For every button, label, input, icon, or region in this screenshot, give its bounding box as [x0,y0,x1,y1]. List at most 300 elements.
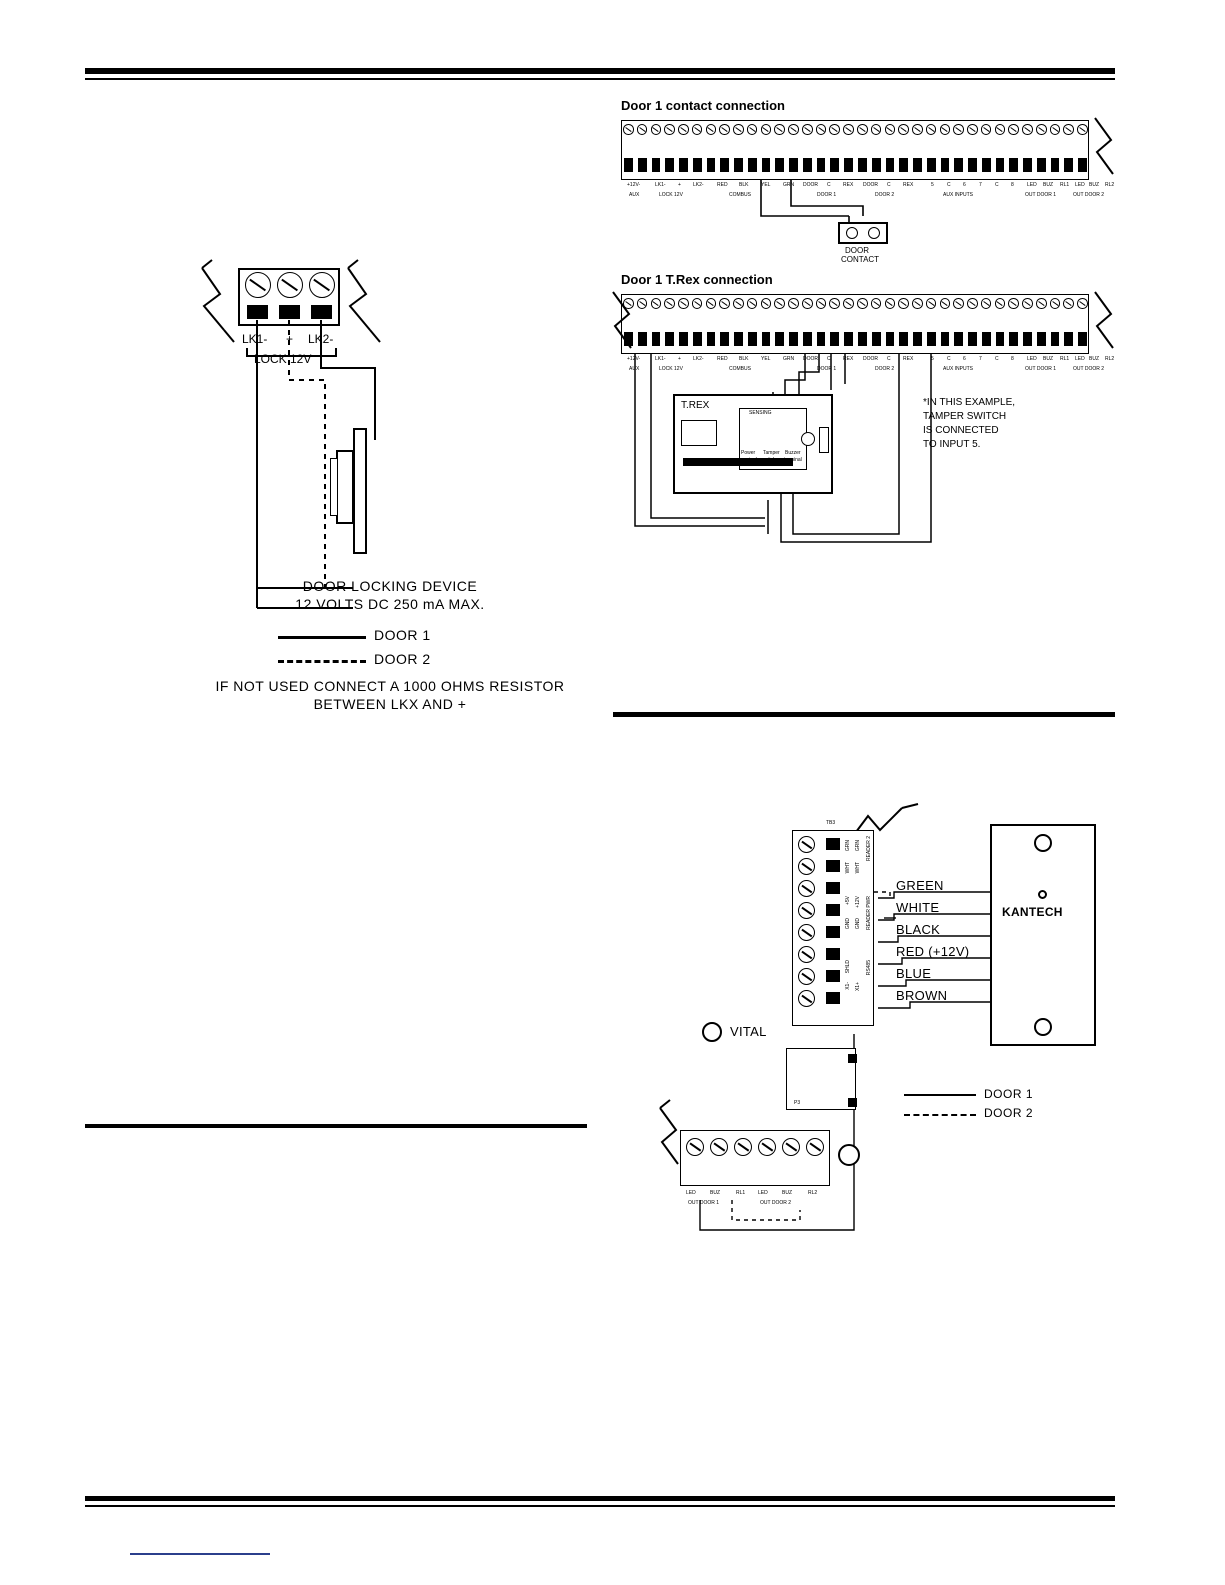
terminal-screw [747,124,758,135]
out-label-rl2: RL2 [808,1190,818,1196]
terminal-screw [637,124,648,135]
reader-col-label-shld: SHLD [845,960,851,974]
terminal-pad [1051,158,1060,172]
terminal-pad [652,332,661,346]
terminal-pad [899,332,908,346]
trex-device-name: T.REX [681,400,710,411]
contact-label-rex-b: REX [903,182,914,188]
terminal-pad [707,332,716,346]
terminal-screw [843,298,854,309]
reader-col-label-readerpwr: READER PWR [866,896,872,930]
contact-label-outdoor2: OUT DOOR 2 [1073,192,1105,198]
p3-pin-bottom [848,1098,857,1107]
terminal-pad [886,332,895,346]
reader-col-label-reader2: READER 2 [866,836,872,862]
door1-trex-connection-diagram [613,272,1115,572]
terminal-pad [941,158,950,172]
terminal-screw [857,124,868,135]
lock-label-plus: + [286,332,294,346]
contact-label-lk1: LK1- [655,182,666,188]
trex-terminal-power: Power [741,450,756,456]
reader-pad-6 [826,948,840,960]
trex-label-buz1: BUZ [1043,356,1053,362]
reader-legend-label-door2: DOOR 2 [984,1106,1034,1120]
terminal-pad [1064,158,1073,172]
terminal-screw [623,124,634,135]
terminal-pad [982,158,991,172]
terminal-pad [913,332,922,346]
trex-label-aux: AUX [629,366,640,372]
terminal-screw [1063,298,1074,309]
trex-label-rex-b: REX [903,356,914,362]
footer-rule-thick [85,1496,1115,1501]
out-screw-led2 [758,1138,776,1156]
p3-label: P3 [794,1100,801,1106]
trex-label-rex-a: REX [843,356,854,362]
terminal-pad [762,332,771,346]
terminal-screw [651,298,662,309]
vital-icon [702,1022,722,1042]
footer-link-underline [130,1553,270,1555]
terminal-pad [1037,332,1046,346]
contact-label-inc2: C [995,182,999,188]
contact-label-grn: GRN [783,182,795,188]
terminal-screw [995,298,1006,309]
reader-col-label-12v: +12V [855,896,861,908]
reader-pad-2 [826,860,840,872]
terminal-pad [679,158,688,172]
terminal-pad [886,158,895,172]
terminal-screw [857,298,868,309]
terminal-screw [940,124,951,135]
trex-board-strip [683,458,793,466]
trex-label-12v: +12V- [627,356,641,362]
reader-screw-4 [798,902,815,919]
reader-pad-1 [826,838,840,850]
terminal-screw [1022,124,1033,135]
door-contact-screw-1 [846,227,858,239]
trex-label-auxinputs: AUX INPUTS [943,366,974,372]
terminal-pad [1023,158,1032,172]
terminal-screw [843,124,854,135]
terminal-screw [816,298,827,309]
reader-col-label-5v: +5V [845,896,851,906]
terminal-screw [829,298,840,309]
terminal-pad [803,158,812,172]
terminal-pad [858,332,867,346]
terminal-screw [1022,298,1033,309]
terminal-screw [995,124,1006,135]
lock-footnote-line1: IF NOT USED CONNECT A 1000 OHMS RESISTOR [215,678,565,694]
out-screw-led1 [686,1138,704,1156]
trex-sensing-label: SENSING [749,410,772,416]
contact-label-buz1: BUZ [1043,182,1053,188]
terminal-screw [719,124,730,135]
trex-label-door1-grp: DOOR 1 [817,366,837,372]
reader-connection-diagram [640,800,1110,1260]
terminal-pad [734,332,743,346]
terminal-screw [747,298,758,309]
trex-device-cover [681,420,717,446]
reader-screw-8 [798,990,815,1007]
contact-label-aux: AUX [629,192,640,198]
terminal-screw [967,124,978,135]
legend-line-door1 [278,636,366,639]
terminal-pad [1064,332,1073,346]
reader-screw-1 [798,836,815,853]
reader-pad-4 [826,904,840,916]
terminal-pad [996,158,1005,172]
terminal-screw [898,298,909,309]
wire-label-blue: BLUE [896,966,932,981]
lock-group-label: LOCK 12V [254,352,312,366]
trex-label-lk1: LK1- [655,356,666,362]
contact-label-c-b: C [887,182,891,188]
out-label-led2: LED [758,1190,768,1196]
contact-label-door-b: DOOR [863,182,878,188]
terminal-pad [1078,158,1087,172]
contact-label-door2-grp: DOOR 2 [875,192,895,198]
wire-label-red: RED (+12V) [896,944,970,959]
terminal-screw [926,124,937,135]
contact-label-yel: YEL [761,182,771,188]
terminal-pad [707,158,716,172]
trex-label-in8: 8 [1011,356,1014,362]
trex-label-c-b: C [887,356,891,362]
contact-label-led1: LED [1027,182,1037,188]
contact-label-combus: COMBUS [729,192,751,198]
legend-label-door2: DOOR 2 [374,651,431,667]
terminal-screw [953,124,964,135]
terminal-pad [872,158,881,172]
terminal-pad [1009,158,1018,172]
reader-screw-6 [798,946,815,963]
wire-label-white: WHITE [896,900,940,915]
reader-screw-5 [798,924,815,941]
out-label-led1: LED [686,1190,696,1196]
lock-caption-line1: DOOR LOCKING DEVICE [302,578,478,594]
terminal-screw [788,124,799,135]
p3-pin-top [848,1054,857,1063]
terminal-screw [664,298,675,309]
legend-line-door2 [278,660,366,663]
terminal-screw [802,124,813,135]
terminal-screw [981,124,992,135]
reader-col-label-gnd2: GND [855,918,861,930]
contact-label-in7: 7 [979,182,982,188]
trex-note-line3: IS CONNECTED [923,425,999,436]
contact-label-buz2: BUZ [1089,182,1099,188]
terminal-screw [912,298,923,309]
terminal-screw [912,124,923,135]
terminal-screw [637,298,648,309]
contact-label-auxinputs: AUX INPUTS [943,192,974,198]
terminal-pad [1023,332,1032,346]
reader-pad-8 [826,992,840,1004]
terminal-pad [775,332,784,346]
terminal-pad [789,332,798,346]
terminal-screw [678,124,689,135]
trex-label-in5: 5 [931,356,934,362]
reader-col-label-x1plus: X1+ [855,982,861,992]
contact-label-lock12v: LOCK 12V [659,192,683,198]
trex-label-rl1: RL1 [1060,356,1070,362]
footer-rule-thin [85,1505,1115,1507]
terminal-screw [1036,298,1047,309]
trex-pot-icon [801,432,815,446]
terminal-pad [638,332,647,346]
terminal-screw [706,124,717,135]
trex-label-led2: LED [1075,356,1085,362]
trex-label-blk: BLK [739,356,749,362]
reader-tb3-label: TB3 [826,820,836,826]
terminal-pad [1051,332,1060,346]
terminal-screw [1036,124,1047,135]
terminal-pad [638,158,647,172]
reader-module [990,824,1096,1046]
trex-label-inc2: C [995,356,999,362]
terminal-screw [692,298,703,309]
reader-col-label-grn2: GRN [845,840,851,852]
out-screw-rl2 [806,1138,824,1156]
wire-label-green: GREEN [896,878,944,893]
terminal-screw [733,298,744,309]
terminal-pad [624,332,633,346]
trex-label-outdoor2: OUT DOOR 2 [1073,366,1105,372]
terminal-pad [1078,332,1087,346]
reader-col-label-gnd1: GND [845,918,851,930]
terminal-pad [1037,158,1046,172]
terminal-screw [733,124,744,135]
contact-label-rl1: RL1 [1060,182,1070,188]
lock-device-plate [330,458,338,516]
lock-footnote-line2: BETWEEN LKX AND + [313,696,467,712]
reader-legend-label-door1: DOOR 1 [984,1087,1034,1101]
contact-label-inc1: C [947,182,951,188]
terminal-pad [748,332,757,346]
section-divider-right [613,712,1115,717]
terminal-screw [871,298,882,309]
terminal-screw [871,124,882,135]
contact-label-led2: LED [1075,182,1085,188]
trex-label-plus: + [678,356,681,362]
trex-dip-switch [819,427,829,453]
terminal-pad [624,158,633,172]
terminal-screw [1077,124,1088,135]
reader-screw-7 [798,968,815,985]
terminal-pad [844,332,853,346]
section-divider-left [85,1124,587,1128]
reader-col-label-rs485: RS485 [866,960,872,976]
contact-label-in5: 5 [931,182,934,188]
reader-pad-5 [826,926,840,938]
terminal-pad [844,158,853,172]
terminal-pad [720,332,729,346]
terminal-pad [693,332,702,346]
trex-label-buz2: BUZ [1089,356,1099,362]
lock-caption-line2: 12 VOLTS DC 250 mA MAX. [295,596,485,612]
terminal-screw [761,124,772,135]
trex-label-combus: COMBUS [729,366,751,372]
reader-pad-7 [826,970,840,982]
trex-diagram-title: Door 1 T.Rex connection [621,272,773,287]
terminal-pad [830,332,839,346]
trex-label-grn: GRN [783,356,795,362]
terminal-pad [830,158,839,172]
terminal-pad [954,332,963,346]
contact-label-red: RED [717,182,728,188]
contact-diagram-title: Door 1 contact connection [621,98,785,113]
terminal-screw [926,298,937,309]
reader-led-indicator [1038,890,1047,899]
lock-device-body [353,428,367,554]
out-screw-buz2 [782,1138,800,1156]
terminal-pad [775,158,784,172]
terminal-pad [720,158,729,172]
contact-label-door1-grp: DOOR 1 [817,192,837,198]
contact-label-rl2: RL2 [1105,182,1115,188]
terminal-pad [996,332,1005,346]
contact-label-rex-a: REX [843,182,854,188]
terminal-screw [816,124,827,135]
header-rule-thin [85,78,1115,80]
terminal-pad [803,332,812,346]
trex-label-rl2: RL2 [1105,356,1115,362]
trex-label-door-a: DOOR [803,356,818,362]
terminal-pad [941,332,950,346]
trex-terminal-buzzer: Buzzer [785,450,801,456]
terminal-screw [885,124,896,135]
terminal-pad [872,332,881,346]
terminal-screw [967,298,978,309]
out-group-door1: OUT DOOR 1 [688,1200,720,1206]
trex-terminal-sub-3: terminal [784,457,802,463]
trex-label-inc1: C [947,356,951,362]
terminal-screw [651,124,662,135]
contact-label-door-a: DOOR [803,182,818,188]
terminal-screw [1050,298,1061,309]
terminal-pad [789,158,798,172]
lock-label-lk2: LK2- [308,332,334,346]
terminal-screw [706,298,717,309]
terminal-pad [734,158,743,172]
trex-label-door2-grp: DOOR 2 [875,366,895,372]
terminal-pad [858,158,867,172]
terminal-screw [664,124,675,135]
terminal-screw [774,124,785,135]
terminal-pad [899,158,908,172]
trex-label-red: RED [717,356,728,362]
reader-brand-label: KANTECH [1002,905,1063,919]
out-label-rl1: RL1 [736,1190,746,1196]
contact-label-c-a: C [827,182,831,188]
lock-label-lk1: LK1- [242,332,268,346]
trex-label-yel: YEL [761,356,771,362]
terminal-pad [748,158,757,172]
terminal-screw [1008,298,1019,309]
contact-label-plus: + [678,182,681,188]
trex-terminal-tamper: Tamper [763,450,780,456]
trex-label-outdoor1: OUT DOOR 1 [1025,366,1057,372]
trex-terminal-sub-2: switch [762,457,776,463]
legend-label-door1: DOOR 1 [374,627,431,643]
vital-label: VITAL [730,1024,767,1039]
contact-label-lk2: LK2- [693,182,704,188]
terminal-pad [679,332,688,346]
terminal-screw [1063,124,1074,135]
terminal-pad [954,158,963,172]
reader-screw-2 [798,858,815,875]
trex-note-line1: *IN THIS EXAMPLE, [923,397,1016,408]
contact-label-outdoor1: OUT DOOR 1 [1025,192,1057,198]
door-contact-screw-2 [868,227,880,239]
terminal-screw [1050,124,1061,135]
terminal-screw [1077,298,1088,309]
door-contact-label-line1: DOOR [845,246,869,255]
reader-legend-line-door2 [904,1114,976,1116]
terminal-screw [719,298,730,309]
terminal-screw [788,298,799,309]
trex-label-in7: 7 [979,356,982,362]
reader-col-label-grn1: GRN [855,840,861,852]
terminal-screw [953,298,964,309]
terminal-pad [665,158,674,172]
reader-mount-hole-top [1034,834,1052,852]
out-label-buz2: BUZ [782,1190,792,1196]
terminal-screw [981,298,992,309]
terminal-pad [968,158,977,172]
reader-pad-3 [826,882,840,894]
wire-label-black: BLACK [896,922,941,937]
door-locking-device-diagram [190,260,590,720]
terminal-pad [693,158,702,172]
reader-legend-line-door1 [904,1094,976,1096]
contact-label-in8: 8 [1011,182,1014,188]
out-board-hole [838,1144,860,1166]
contact-label-in6: 6 [963,182,966,188]
reader-col-label-wht2: WHT [845,862,851,874]
lock-wiring [190,320,590,620]
terminal-pad [817,332,826,346]
terminal-screw [774,298,785,309]
reader-screw-3 [798,880,815,897]
reader-col-label-wht1: WHT [855,862,861,874]
terminal-screw [761,298,772,309]
out-label-buz1: BUZ [710,1190,720,1196]
terminal-screw [885,298,896,309]
reader-mount-hole-bottom [1034,1018,1052,1036]
terminal-screw [940,298,951,309]
trex-label-in6: 6 [963,356,966,362]
terminal-pad [665,332,674,346]
out-screw-rl1 [734,1138,752,1156]
terminal-pad [927,158,936,172]
terminal-screw [623,298,634,309]
terminal-screw [692,124,703,135]
trex-note-line4: TO INPUT 5. [923,439,981,450]
out-screw-buz1 [710,1138,728,1156]
terminal-pad [652,158,661,172]
reader-col-label-x1minus: X1- [845,982,851,990]
out-group-door2: OUT DOOR 2 [760,1200,792,1206]
terminal-pad [817,158,826,172]
terminal-pad [913,158,922,172]
terminal-screw [829,124,840,135]
trex-label-lk2: LK2- [693,356,704,362]
contact-label-12v: +12V- [627,182,641,188]
terminal-pad [762,158,771,172]
trex-label-lock12v: LOCK 12V [659,366,683,372]
